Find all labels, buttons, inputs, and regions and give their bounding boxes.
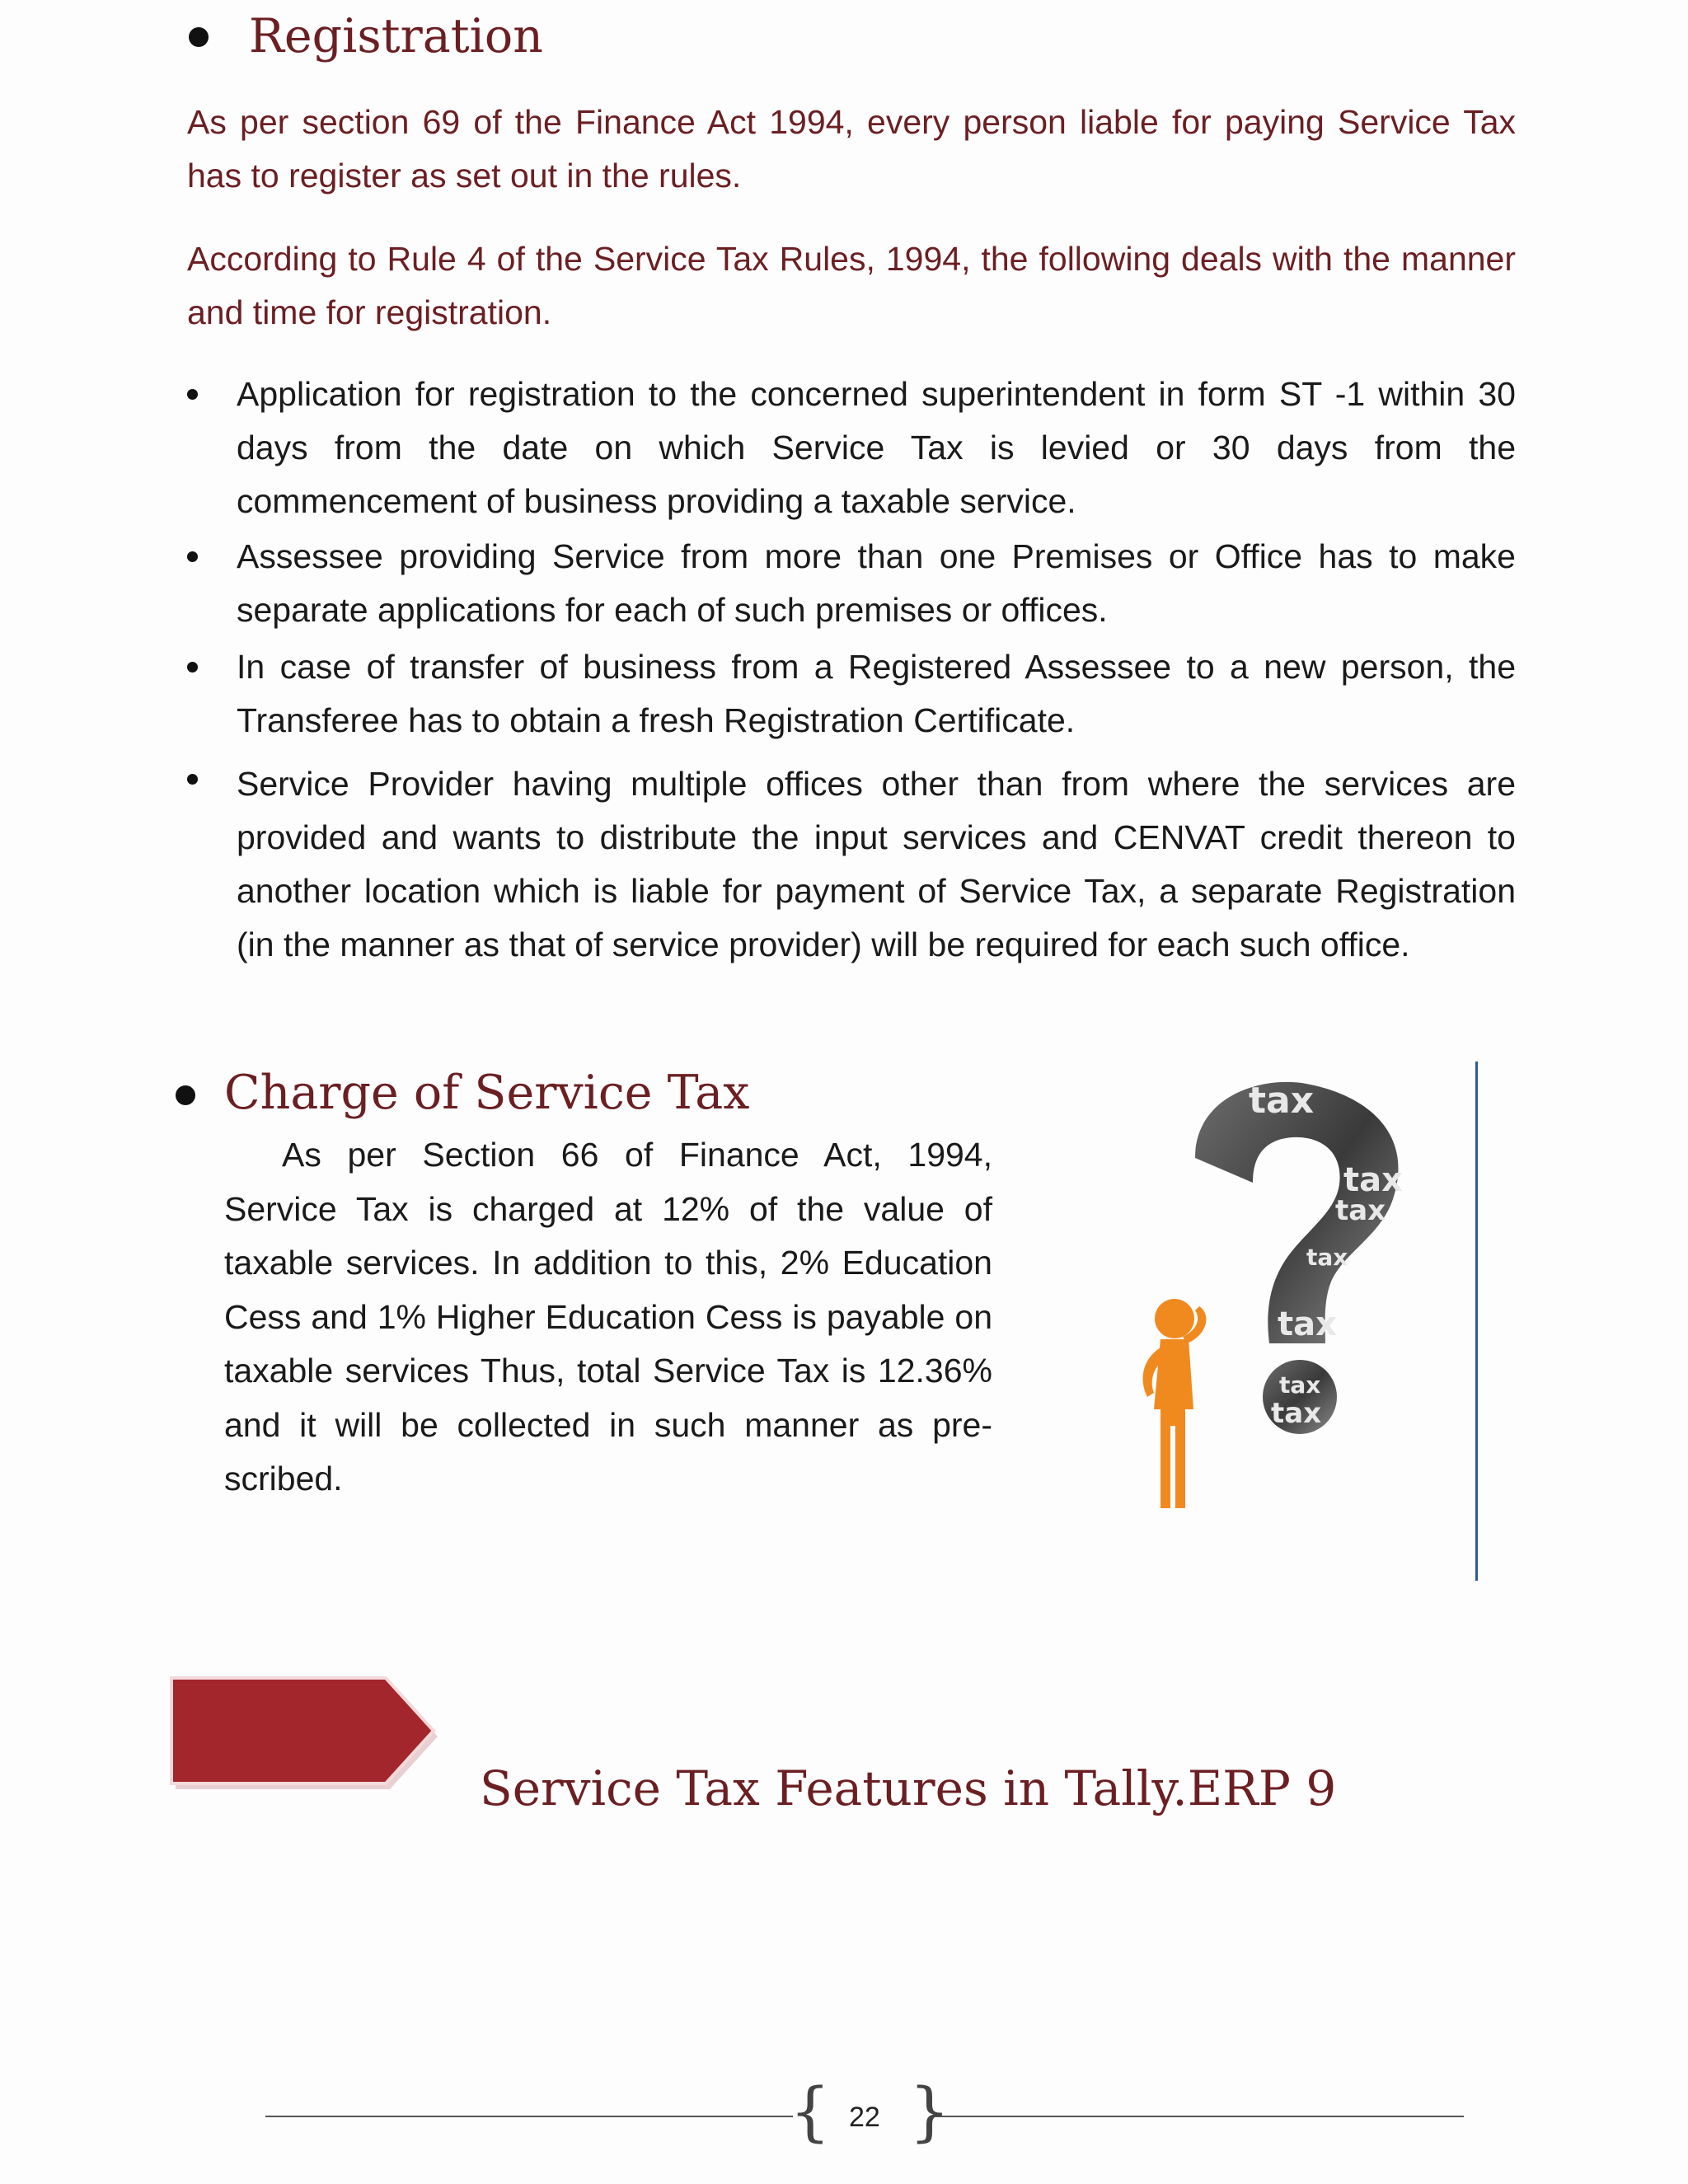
page-number: 22: [849, 2102, 880, 2133]
tax-question-illustration: [1096, 1063, 1467, 1525]
charge-heading-bullet: [176, 1085, 195, 1105]
vertical-accent-line: [1475, 1062, 1478, 1581]
tax-word: tax: [1249, 1080, 1315, 1122]
list-item-text: In case of transfer of business from a Registered Assessee to a new person, the Transferee has to obtain a fresh Registration Certificate.: [237, 648, 1516, 739]
section-title: Service Tax Features in Tally.ERP 9: [480, 1760, 1337, 1816]
registration-heading-bullet: [189, 27, 209, 47]
tax-word: tax: [1343, 1161, 1403, 1199]
footer-rule-right: [933, 2116, 1464, 2117]
registration-paragraph-1: As per section 69 of the Finance Act 1994, every person liable for paying Service Tax has to register as set out in the rules.: [187, 103, 1516, 194]
tax-word: tax: [1278, 1305, 1337, 1343]
bullet-icon: [187, 662, 198, 673]
footer-rule-left: [265, 2116, 793, 2117]
charge-paragraph-text: As per Section 66 of Finance Act, 1994, Service Tax is charged at 12% of the value of taxable services. In addition to this, 2% Education Cess and 1% Higher Education Cess is payable on taxable services Thus, total Service Tax is 12.36% and it will be collected in such manner as pre-scribed.: [224, 1136, 992, 1497]
bullet-icon: [187, 551, 198, 562]
bullet-icon: [187, 774, 198, 785]
bullet-icon: [187, 389, 198, 400]
tax-word: tax: [1306, 1244, 1348, 1271]
footer-bracket-left: {: [790, 2075, 831, 2149]
tax-word: tax: [1335, 1194, 1386, 1227]
charge-paragraph: [224, 1128, 992, 1507]
section-arrow-icon: [165, 1673, 445, 1797]
list-item-text: Service Provider having multiple offices other than from where the services are provided and wants to distribute the input services and CENVAT credit thereon to another location which is liable for payment of Service Tax, a separate Registration (in the manner as that of service provider) will be required for each such office.: [237, 765, 1516, 963]
registration-paragraph-2: According to Rule 4 of the Service Tax Rules, 1994, the following deals with the manner and time for registration.: [187, 240, 1516, 331]
registration-heading: Registration: [249, 9, 543, 63]
tax-word: tax: [1279, 1371, 1321, 1399]
thinking-person-icon: [1143, 1299, 1207, 1508]
list-item-text: Assessee providing Service from more than one Premises or Office has to make separate applications for each of such premises or offices.: [237, 537, 1516, 629]
tax-word: tax: [1271, 1397, 1322, 1430]
charge-heading: Charge of Service Tax: [224, 1066, 750, 1120]
footer-bracket-right: }: [909, 2075, 950, 2149]
list-item-text: Application for registration to the concerned superintendent in form ST -1 within 30 days from the date on which Service Tax is levied or 30 days from the commencement of business providing a taxable service.: [237, 375, 1516, 520]
